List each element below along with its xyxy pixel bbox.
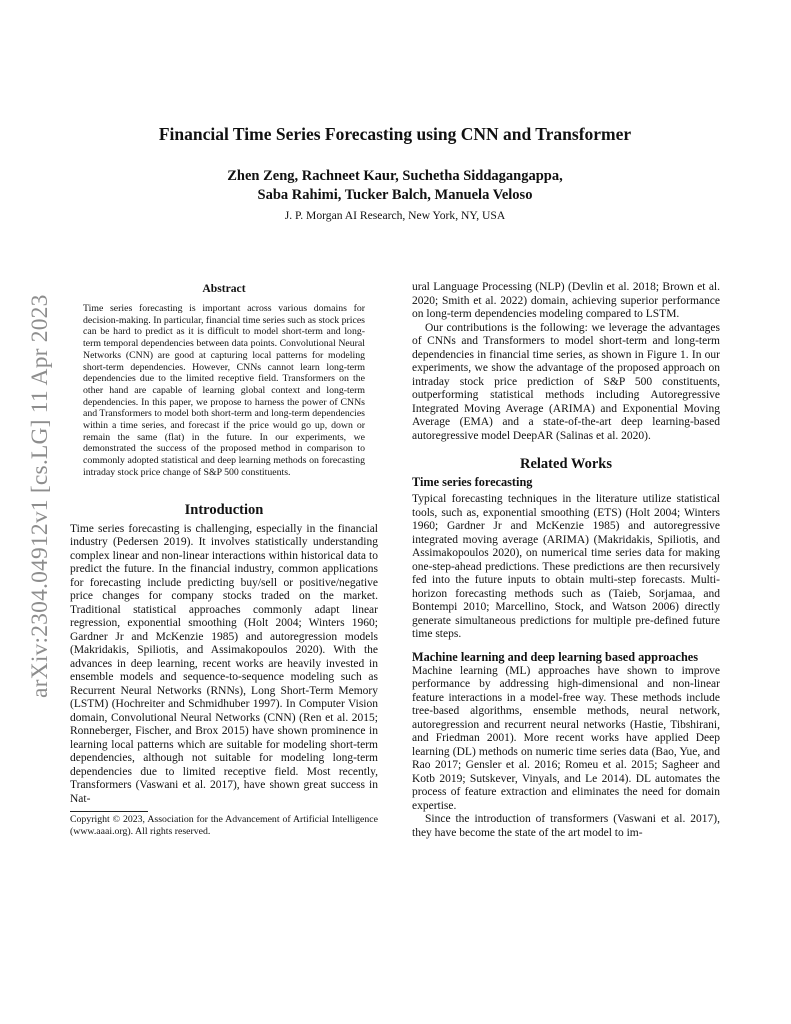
- authors: [60, 167, 730, 205]
- left-column: [70, 282, 378, 838]
- abstract-section: [83, 282, 365, 479]
- ml-dl-heading: Machine learning and deep learning based approaches: [412, 649, 699, 664]
- introduction-text: Time series forecasting is challenging, especially in the financial industry (Pedersen 2019). It involves statistically understanding complex linear and non-linear interactions within historical data to predict the future. In the financial industry, common applications for forecasting include predicting buy/sell or positive/negative price changes for company stocks traded on the market. Traditional statistical approaches commonly adapt linear regression, exponential smoothing (Holt 2004; Winters 1960; Gardner Jr and McKenzie 1985) and autoregression models (Makridakis, Spiliotis, and Assimakopoulos 2020). With the advances in deep learning, recent works are heavily invested in ensemble models and sequence-to-sequence modeling such as Recurrent Neural Networks (RNNs), Long Short-Term Memory (LSTM) (Hochreiter and Schmidhuber 1997). In Computer Vision domain, Convolutional Neural Networks (CNN) (Ren et al. 2015; Ronneberger, Fischer, and Brox 2015) have shown prominence in learning local patterns which are suitable for modeling short-term dependencies, although not suitable for modeling long-term dependencies due to limited receptive field. Most recently, Transformers (Vaswani et al. 2017), have shown great success in Nat-: [70, 522, 378, 805]
- ml-dl-text: Machine learning (ML) approaches have shown to improve performance by addressing high-dimensional and non-linear feature interactions in a model-free way. These methods include tree-based algorithms, ensemble methods, neural network, autoregression and recurrent neural networks (Hastie, Tibshirani, and Friedman 2001). More recent works have applied Deep learning (DL) methods on numeric time series data (Bao, Yue, and Rao 2017; Gensler et al. 2016; Romeu et al. 2015; Sagheer and Kotb 2019; Sutskever, Vinyals, and Le 2014). DL automates the process of feature extraction and eliminates the need for domain expertise.: [412, 664, 720, 812]
- abstract-heading: Abstract: [202, 282, 246, 295]
- introduction-continued: ural Language Processing (NLP) (Devlin et al. 2018; Brown et al. 2020; Smith et al. 2022) domain, achieving superior performance on long-term dependencies modeling compared to LSTM.: [412, 281, 720, 320]
- footnote-rule: [70, 811, 148, 812]
- transformers-paragraph: Since the introduction of transformers (Vaswani et al. 2017), they have become the state of the art model to im-: [412, 813, 720, 839]
- authors-line-2: Saba Rahimi, Tucker Balch, Manuela Veloso: [257, 187, 533, 203]
- affiliation: J. P. Morgan AI Research, New York, NY, USA: [284, 209, 506, 222]
- abstract-text: Time series forecasting is important across various domains for decision-making. In particular, financial time series such as stock prices can be hard to predict as it is difficult to model short-term and long-term temporal dependencies between data points. Convolutional Neural Networks (CNN) are good at capturing local patterns for modeling short-term dependencies. However, CNNs cannot learn long-term dependencies due to the limited receptive field. Transformers on the other hand are capable of learning global context and long-term dependencies. In this paper, we propose to harness the power of CNNs and Transformers to model both short-term and long-term dependencies within a time series, and forecast if the price would go up, down or remain the same (flat) in the future. In our experiments, we demonstrated the success of the proposed method in comparison to commonly adopted statistical and deep learning methods on forecasting intraday stock price change of S&P 500 constituents.: [83, 303, 365, 478]
- right-column: [412, 281, 720, 840]
- authors-line-1: Zhen Zeng, Rachneet Kaur, Suchetha Siddagangappa,: [227, 168, 563, 184]
- introduction-heading: Introduction: [184, 501, 264, 518]
- contributions-paragraph: Our contributions is the following: we leverage the advantages of CNNs and Transformers to model short-term and long-term dependencies in financial time series, as shown in Figure 1. In our experiments, we show the advantage of the proposed approach on intraday stock price prediction of S&P 500 constituents, outperforming statistical methods including Autoregressive Integrated Moving Average (ARIMA) and Exponential Moving Average (EMA) and a state-of-the-art deep learning-based autoregressive model DeepAR (Salinas et al. 2020).: [412, 321, 720, 442]
- arxiv-id: arXiv:2304.04912v1 [cs.LG] 11 Apr 2023: [27, 294, 53, 698]
- related-works-heading: Related Works: [520, 456, 612, 472]
- paper-title: Financial Time Series Forecasting using CNN and Transformer: [158, 124, 632, 144]
- copyright-footnote: Copyright © 2023, Association for the Advancement of Artificial Intelligence (www.aaai.org). All rights reserved.: [70, 814, 378, 838]
- arxiv-stamp: [20, 268, 60, 698]
- time-series-text: Typical forecasting techniques in the literature utilize statistical tools, such as, exponential smoothing (ETS) (Holt 2004; Winters 1960; Gardner Jr and McKenzie 1985) and autoregressive integrated moving average (ARIMA) (Makridakis, Spiliotis, and Assimakopoulos 2020), on numerical time series data for making one-step-ahead predictions. These predictions are then recursively fed into the future inputs to obtain multi-step forecasts. Multi-horizon forecasting methods such as (Taieb, Sorjamaa, and Bontempi 2010; Marcellino, Stock, and Watson 2006) directly generate simultaneous predictions for multiple pre-defined future time steps.: [412, 493, 720, 640]
- time-series-heading: Time series forecasting: [412, 475, 533, 489]
